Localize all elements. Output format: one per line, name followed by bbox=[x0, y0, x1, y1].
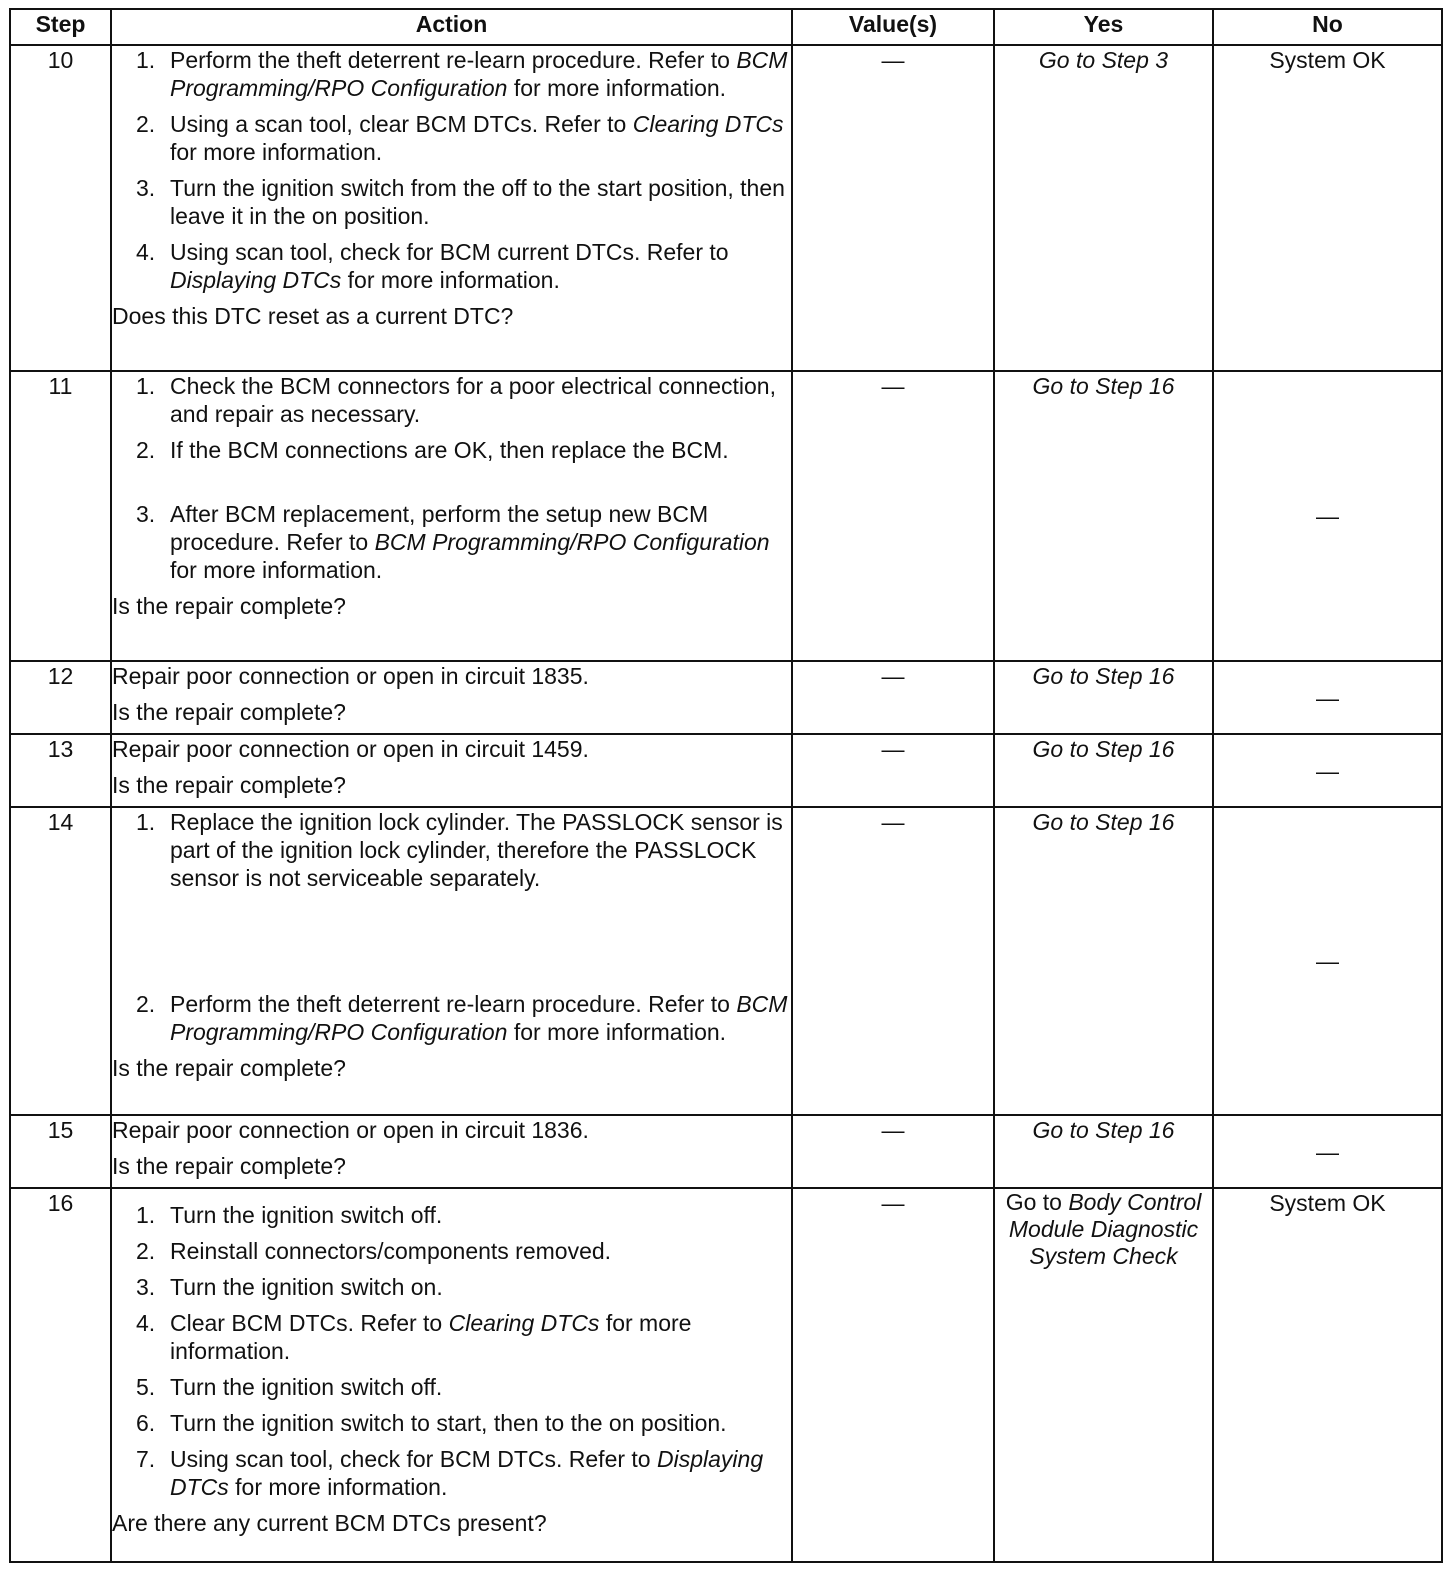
dash-value: — bbox=[881, 1117, 905, 1143]
header-values: Value(s) bbox=[792, 9, 994, 45]
dash-value: — bbox=[881, 663, 905, 689]
table-row bbox=[10, 807, 1442, 1115]
dash-value: — bbox=[881, 736, 905, 762]
table-row bbox=[10, 45, 1442, 371]
table-row bbox=[10, 1188, 1442, 1562]
action-text: Repair poor connection or open in circuit 1835. bbox=[112, 663, 589, 689]
list-item: 3. Turn the ignition switch from the off to the start position, then leave it in the on position. bbox=[136, 175, 785, 229]
yes-link-text: Body Control Module Diagnostic System Check bbox=[1008, 1189, 1202, 1269]
yes-cell: Go to Step 16 bbox=[994, 734, 1213, 807]
action-cell bbox=[111, 371, 792, 661]
action-cell bbox=[111, 807, 792, 1115]
list-item: 4. Clear BCM DTCs. Refer to Clearing DTCs for more information. bbox=[136, 1310, 692, 1364]
no-cell: System OK bbox=[1213, 1188, 1442, 1562]
value-cell bbox=[792, 1188, 994, 1562]
no-cell bbox=[1213, 734, 1442, 807]
question: Does this DTC reset as a current DTC? bbox=[112, 303, 514, 329]
dash-value: — bbox=[881, 373, 905, 399]
dash-value: — bbox=[1316, 684, 1339, 711]
list-item: 4. Using scan tool, check for BCM current DTCs. Refer to Displaying DTCs for more information. bbox=[136, 239, 729, 293]
list-item: 2. If the BCM connections are OK, then replace the BCM. bbox=[136, 437, 729, 463]
table-row bbox=[10, 734, 1442, 807]
value-cell bbox=[792, 1115, 994, 1188]
question: Is the repair complete? bbox=[112, 699, 346, 725]
action-cell bbox=[111, 1188, 792, 1562]
action-cell bbox=[111, 734, 792, 807]
dash-value: — bbox=[881, 809, 905, 835]
action-text: Repair poor connection or open in circuit 1836. bbox=[112, 1117, 589, 1143]
header-yes: Yes bbox=[994, 9, 1213, 45]
list-item: 1. Check the BCM connectors for a poor electrical connection, and repair as necessary. bbox=[136, 373, 776, 427]
yes-cell: Go to Step 16 bbox=[994, 807, 1213, 1115]
question: Is the repair complete? bbox=[112, 1153, 346, 1179]
list-item: 7. Using scan tool, check for BCM DTCs. Refer to Displaying DTCs for more information. bbox=[136, 1446, 764, 1500]
step-number: 11 bbox=[10, 371, 111, 661]
dash-value: — bbox=[1316, 503, 1339, 529]
list-item: 1. Replace the ignition lock cylinder. The PASSLOCK sensor is part of the ignition lock cylinder, therefore the PASSLOCK sensor is not serviceable separately. bbox=[136, 809, 783, 891]
yes-cell: Go to Step 16 bbox=[994, 371, 1213, 661]
no-cell bbox=[1213, 661, 1442, 734]
no-cell bbox=[1213, 807, 1442, 1115]
value-cell bbox=[792, 371, 994, 661]
no-cell bbox=[1213, 371, 1442, 661]
dash-value: — bbox=[1316, 1138, 1339, 1165]
step-number: 12 bbox=[10, 661, 111, 734]
list-item: 1. Perform the theft deterrent re-learn procedure. Refer to BCM Programming/RPO Configuration for more information. bbox=[136, 47, 788, 101]
step-number: 14 bbox=[10, 807, 111, 1115]
action-cell bbox=[111, 45, 792, 371]
step-number: 10 bbox=[10, 45, 111, 371]
list-item: 3. After BCM replacement, perform the setup new BCM procedure. Refer to BCM Programming/RPO Configuration for more information. bbox=[136, 501, 770, 583]
table-row bbox=[10, 661, 1442, 734]
action-cell bbox=[111, 661, 792, 734]
header-no: No bbox=[1213, 9, 1442, 45]
step-number: 16 bbox=[10, 1188, 111, 1562]
action-steps bbox=[112, 808, 791, 1046]
dash-value: — bbox=[1316, 757, 1339, 784]
value-cell bbox=[792, 45, 994, 371]
value-cell bbox=[792, 661, 994, 734]
list-item: 2. Reinstall connectors/components removed. bbox=[136, 1238, 612, 1264]
action-steps bbox=[112, 1201, 791, 1501]
value-cell bbox=[792, 734, 994, 807]
list-item: 6. Turn the ignition switch to start, then to the on position. bbox=[136, 1410, 727, 1436]
action-cell bbox=[111, 1115, 792, 1188]
header-row bbox=[10, 9, 1442, 45]
yes-cell: Go to Step 16 bbox=[994, 661, 1213, 734]
diagnostic-table bbox=[9, 8, 1443, 1563]
step-number: 13 bbox=[10, 734, 111, 807]
header-step: Step bbox=[10, 9, 111, 45]
question: Are there any current BCM DTCs present? bbox=[112, 1510, 547, 1536]
action-steps bbox=[112, 372, 791, 584]
question: Is the repair complete? bbox=[112, 1055, 346, 1081]
yes-cell bbox=[994, 1188, 1213, 1562]
yes-prefix: Go to bbox=[1005, 1189, 1069, 1215]
list-item: 3. Turn the ignition switch on. bbox=[136, 1274, 443, 1300]
no-cell bbox=[1213, 1115, 1442, 1188]
list-item: 2. Perform the theft deterrent re-learn procedure. Refer to BCM Programming/RPO Configuration for more information. bbox=[136, 991, 788, 1045]
dash-value: — bbox=[881, 47, 905, 73]
list-item: 5. Turn the ignition switch off. bbox=[136, 1374, 443, 1400]
yes-cell: Go to Step 16 bbox=[994, 1115, 1213, 1188]
question: Is the repair complete? bbox=[112, 772, 346, 798]
table-row bbox=[10, 371, 1442, 661]
yes-cell: Go to Step 3 bbox=[994, 45, 1213, 371]
action-steps bbox=[112, 46, 791, 294]
action-text: Repair poor connection or open in circuit 1459. bbox=[112, 736, 589, 762]
header-action: Action bbox=[111, 9, 792, 45]
list-item: 2. Using a scan tool, clear BCM DTCs. Refer to Clearing DTCs for more information. bbox=[136, 111, 784, 165]
value-cell bbox=[792, 807, 994, 1115]
question: Is the repair complete? bbox=[112, 593, 346, 619]
dash-value: — bbox=[1316, 948, 1339, 974]
no-cell: System OK bbox=[1213, 45, 1442, 371]
step-number: 15 bbox=[10, 1115, 111, 1188]
dash-value: — bbox=[881, 1190, 905, 1216]
table-row bbox=[10, 1115, 1442, 1188]
list-item: 1. Turn the ignition switch off. bbox=[136, 1202, 443, 1228]
